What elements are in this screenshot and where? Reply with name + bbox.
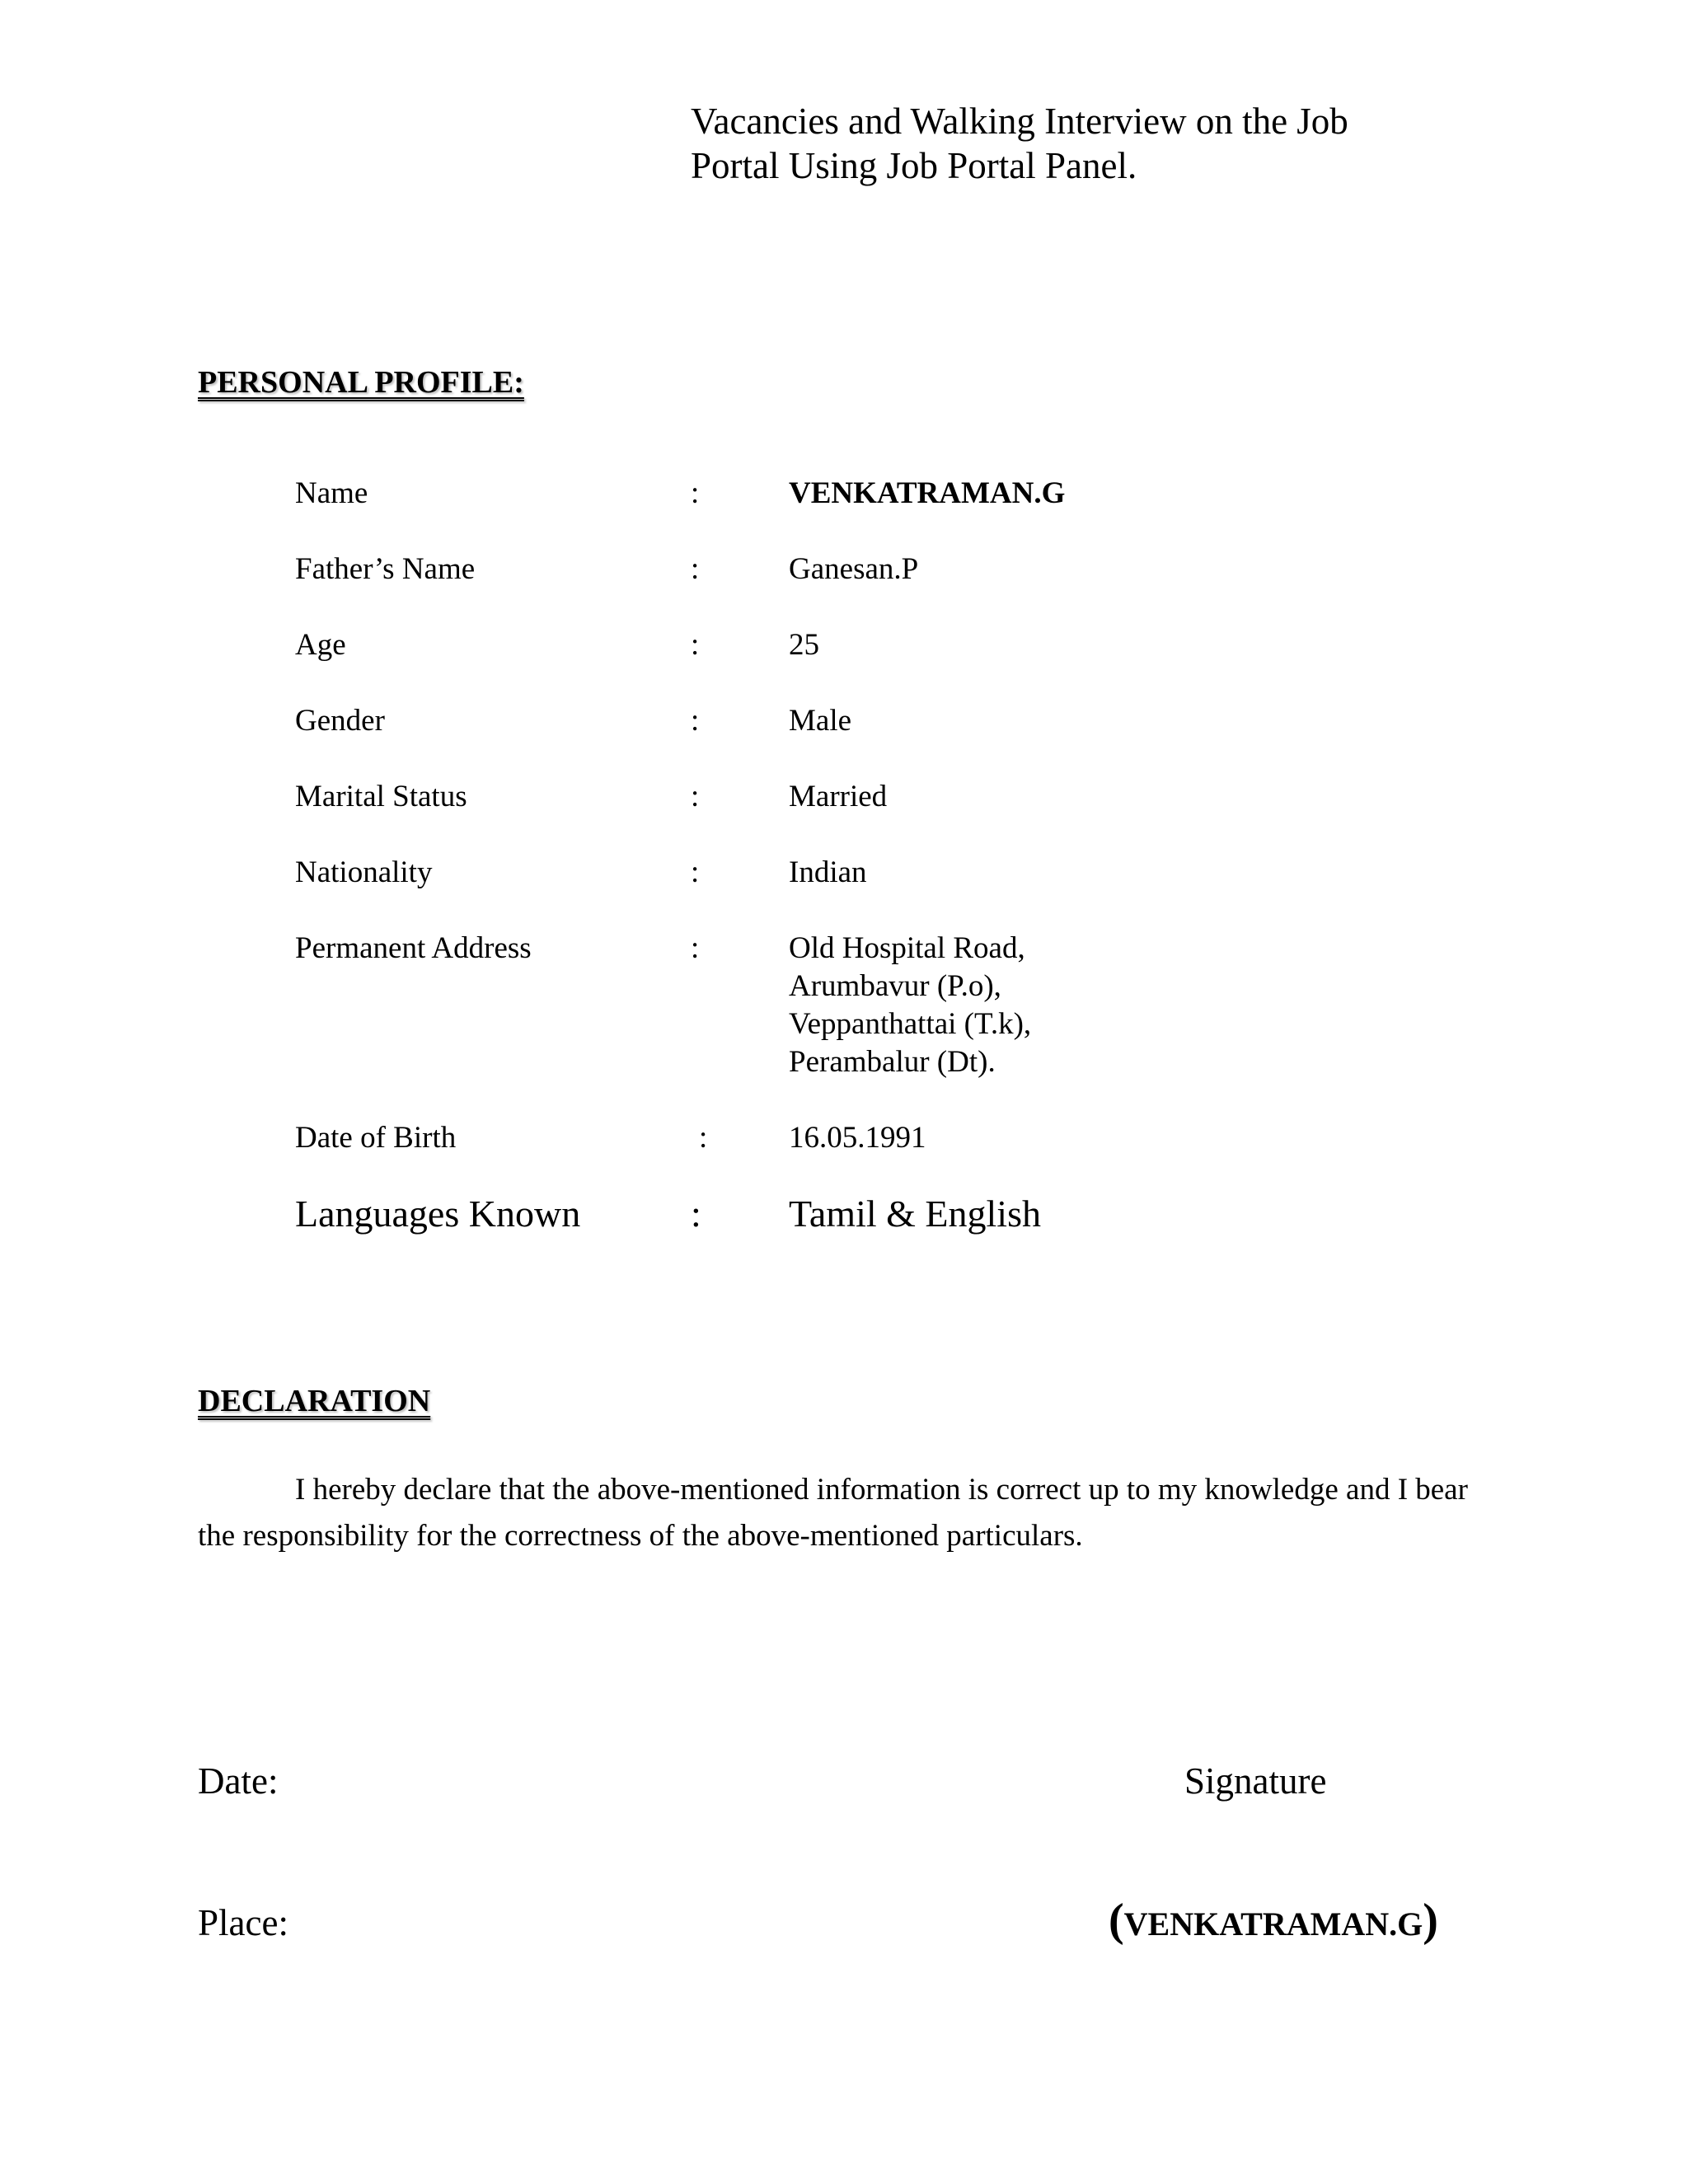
profile-colon: :: [691, 628, 700, 662]
profile-label: Gender: [295, 704, 385, 738]
profile-colon: :: [691, 704, 700, 738]
signature-name: [1109, 1896, 1438, 1949]
profile-colon: :: [691, 855, 700, 889]
signature-name-text: VENKATRAMAN.G: [1123, 1905, 1423, 1943]
intro-line-1: Vacancies and Walking Interview on the Job: [691, 101, 1348, 142]
date-label: Date:: [198, 1760, 279, 1802]
profile-colon: :: [699, 1121, 708, 1155]
profile-label: Name: [295, 476, 368, 510]
signature-close-paren: ): [1423, 1895, 1438, 1946]
profile-label: Permanent Address: [295, 931, 532, 965]
place-label: Place:: [198, 1902, 288, 1943]
profile-value: Male: [789, 704, 852, 738]
profile-label: Date of Birth: [295, 1121, 457, 1155]
profile-label: Languages Known: [295, 1193, 581, 1235]
personal-profile-heading: PERSONAL PROFILE:: [198, 365, 524, 400]
profile-value: VENKATRAMAN.G: [789, 476, 1066, 510]
profile-value: Indian: [789, 855, 867, 889]
profile-colon: :: [691, 552, 700, 586]
profile-value: Married: [789, 780, 888, 813]
profile-colon: :: [691, 931, 700, 965]
signature-open-paren: (: [1109, 1895, 1124, 1946]
profile-value: Ganesan.P: [789, 552, 919, 586]
profile-label: Father’s Name: [295, 552, 476, 586]
profile-colon: :: [691, 780, 700, 813]
declaration-text: I hereby declare that the above-mentioned information is correct up to my knowledge and I bear the responsibility for the correctness of the above-mentioned particulars.: [198, 1473, 1468, 1553]
declaration-heading: DECLARATION: [198, 1384, 431, 1418]
profile-colon: :: [691, 1193, 701, 1235]
signature-label: Signature: [1184, 1760, 1327, 1802]
profile-value: Tamil & English: [789, 1193, 1041, 1235]
profile-colon: :: [691, 476, 700, 510]
intro-line-2: Portal Using Job Portal Panel.: [691, 145, 1137, 186]
profile-label: Nationality: [295, 855, 433, 889]
profile-value: 25: [789, 628, 819, 662]
profile-label: Marital Status: [295, 780, 467, 813]
profile-label: Age: [295, 628, 346, 662]
profile-address-value: Old Hospital Road, Arumbavur (P.o), Veppanthattai (T.k), Perambalur (Dt).: [789, 931, 1032, 1079]
profile-value: 16.05.1991: [789, 1121, 926, 1155]
